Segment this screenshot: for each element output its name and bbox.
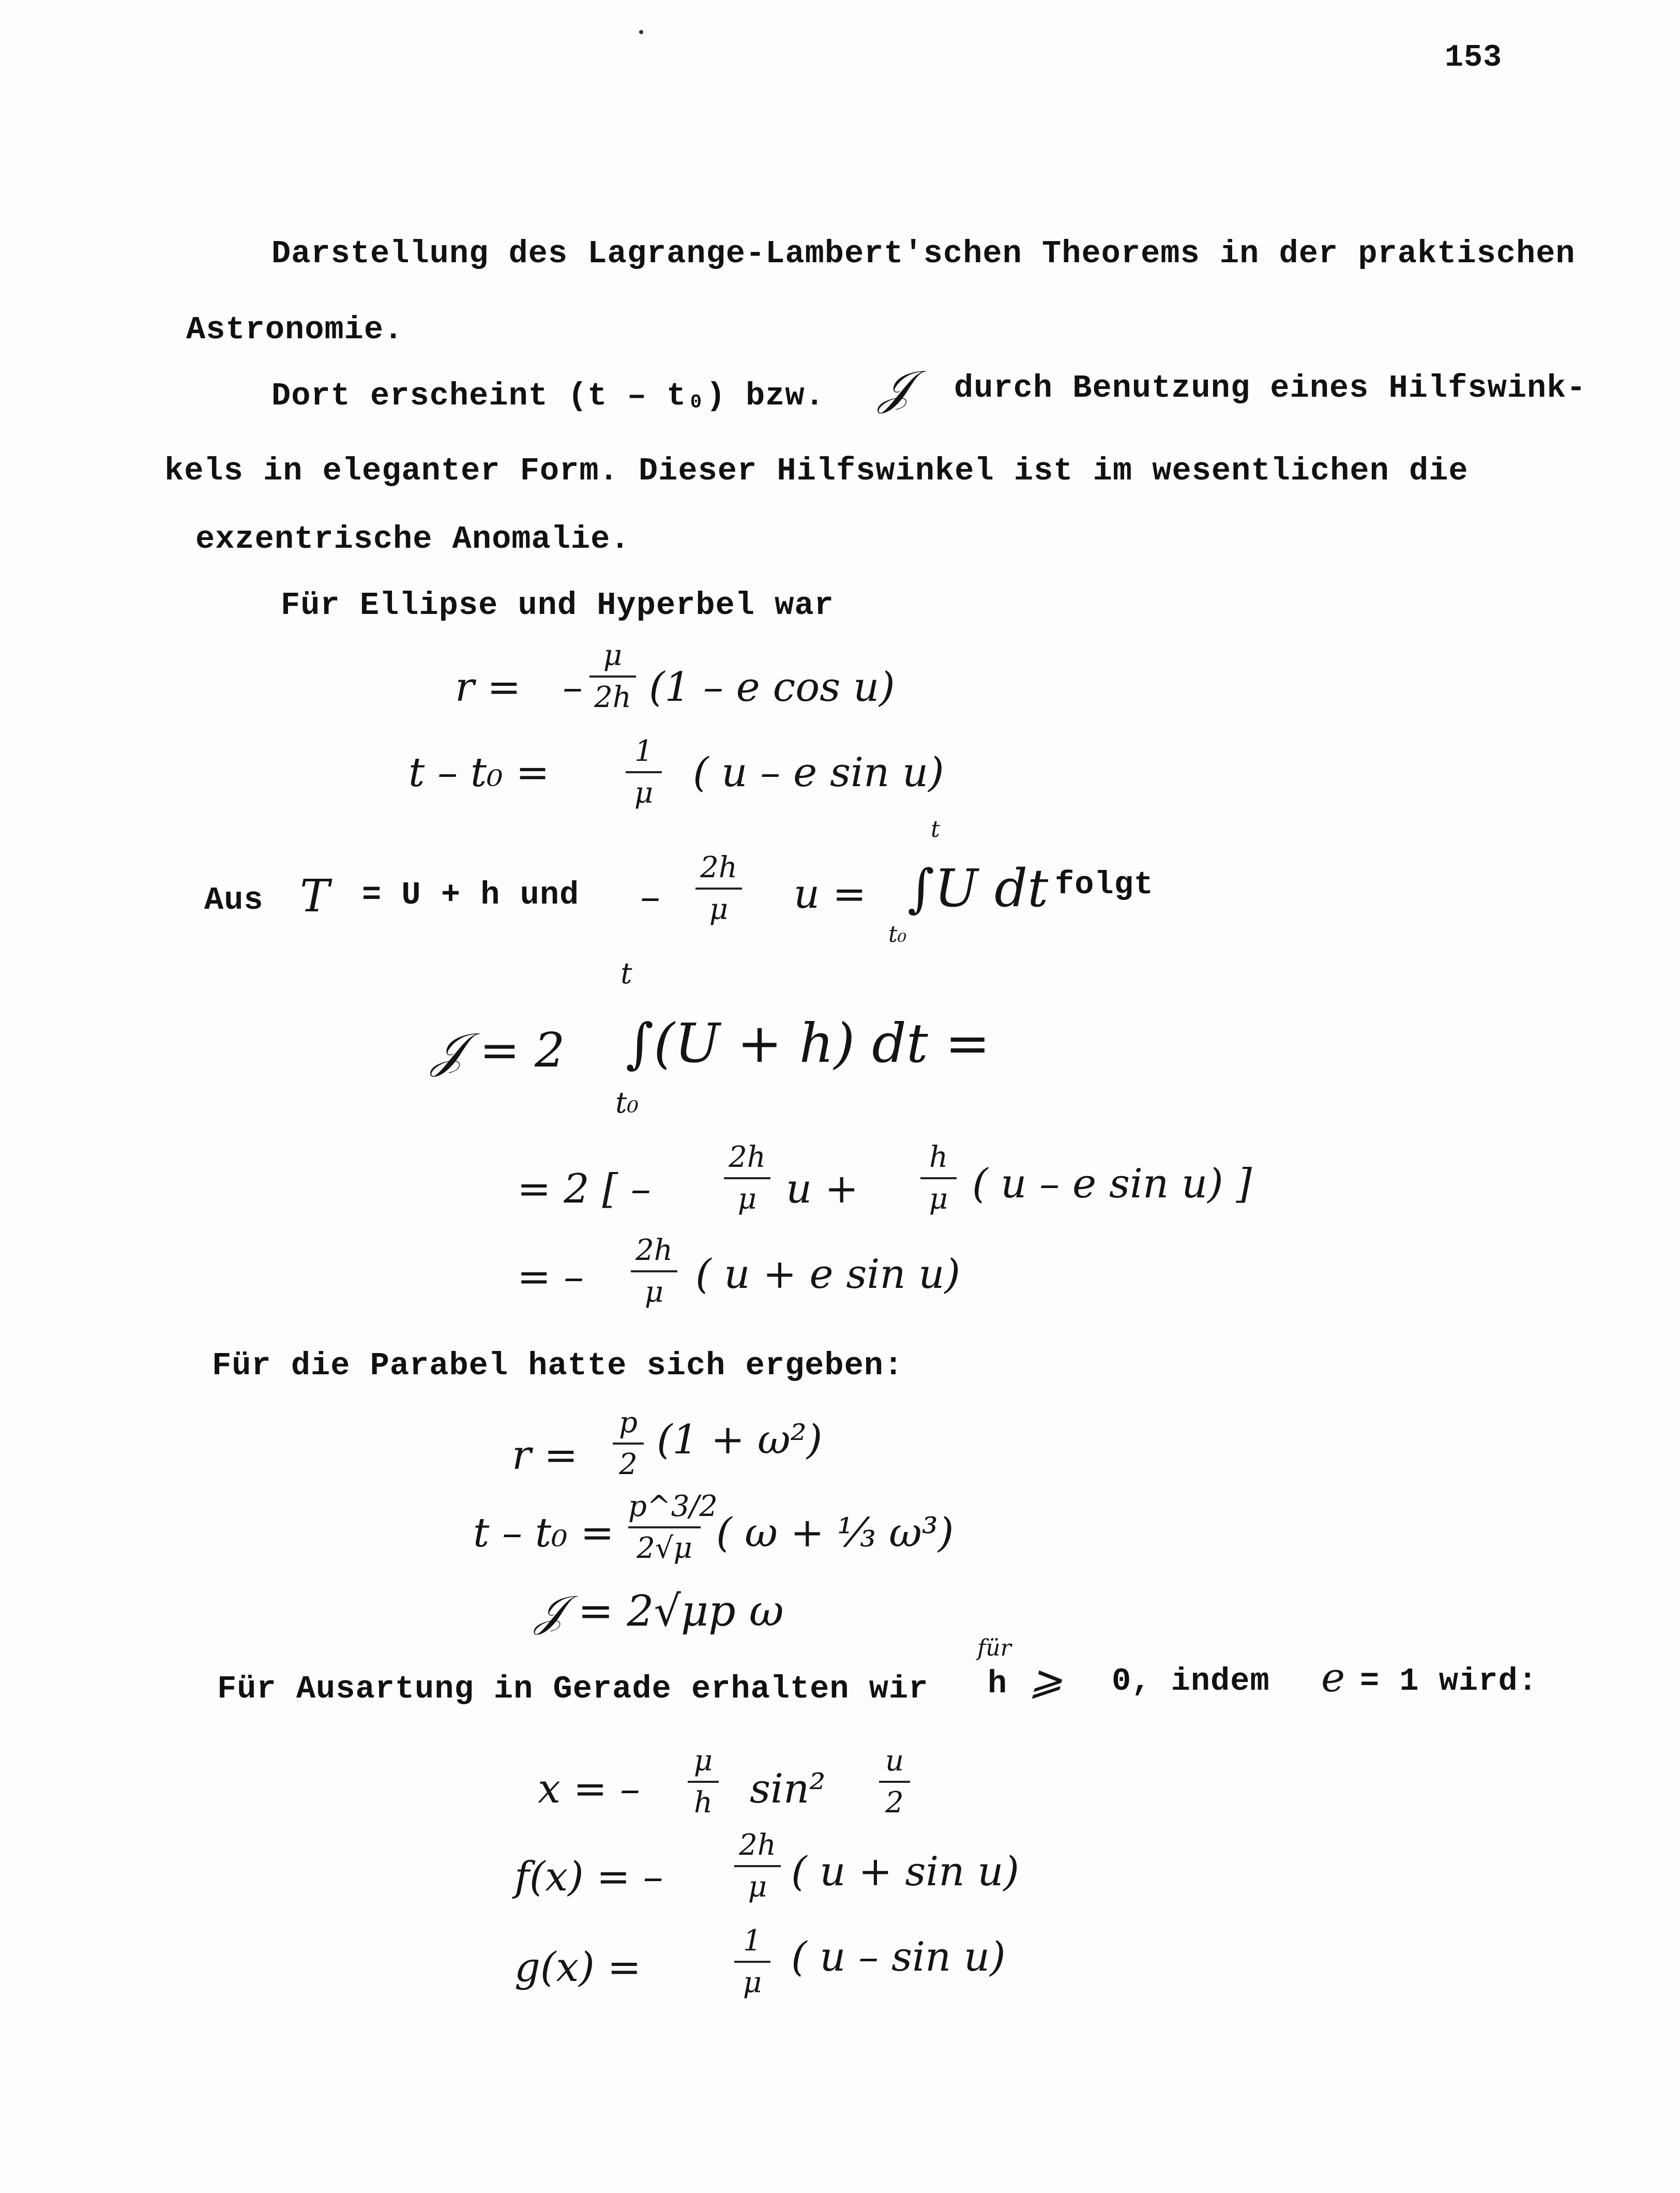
- numerator: 1: [634, 734, 653, 768]
- fraction-bar: [631, 1270, 677, 1272]
- j-integral-upper: t: [620, 957, 632, 990]
- ausartung-fuer-insert: für: [977, 1635, 1011, 1661]
- fraction-u-over-2: [879, 1744, 910, 1820]
- ausartung-h: h: [988, 1665, 1008, 1702]
- fraction-2h-over-mu-d: [734, 1828, 781, 1904]
- fraction-mu-over-h: [688, 1744, 719, 1820]
- f-lhs: f(x) = –: [514, 1854, 663, 1900]
- fraction-bar: [920, 1177, 957, 1179]
- denominator: h: [693, 1786, 713, 1820]
- fraction-h-over-mu: [920, 1140, 957, 1216]
- fraction-2h-over-mu: [695, 851, 742, 926]
- numerator: p: [619, 1406, 638, 1439]
- aus-word: Aus: [204, 882, 264, 919]
- g-rhs: ( u – sin u): [791, 1934, 1006, 1980]
- eq-t-lhs: t – t₀ =: [408, 749, 550, 796]
- aus-u: u =: [794, 871, 867, 918]
- fraction-mu-over-2h: [589, 639, 636, 714]
- aus-minus: –: [640, 874, 660, 920]
- eq-r-rhs: (1 – e cos u): [649, 664, 895, 711]
- scan-speck: [639, 30, 643, 34]
- ausartung-text-start: Für Ausartung in Gerade erhalten wir: [217, 1671, 929, 1707]
- fraction-2h-over-mu-c: [631, 1234, 677, 1309]
- denominator: μ: [743, 1966, 762, 2000]
- fraction-bar: [589, 675, 636, 678]
- j-lhs: 𝒥 = 2: [432, 1023, 565, 1078]
- fraction-bar: [628, 1526, 701, 1528]
- fraction-bar: [688, 1781, 719, 1783]
- denominator: μ: [737, 1182, 757, 1216]
- fraction-1-over-mu-b: [734, 1924, 770, 2000]
- paragraph1-line1: Darstellung des Lagrange-Lambert'schen Theorems in der praktischen: [271, 235, 1576, 272]
- ausartung-geq-symbol: ⩾: [1029, 1657, 1063, 1704]
- numerator: 2h: [729, 1140, 766, 1174]
- fraction-bar: [734, 1961, 770, 1963]
- denominator: μ: [634, 776, 654, 810]
- fraction-p-over-2: [613, 1406, 644, 1481]
- ellipse-heading: Für Ellipse und Hyperbel war: [281, 587, 834, 624]
- j-integral: ∫(U + h) dt =: [626, 1012, 990, 1075]
- fraction-2h-over-mu-b: [724, 1140, 770, 1216]
- ausartung-e: e: [1321, 1655, 1345, 1701]
- denominator: μ: [644, 1275, 664, 1309]
- numerator: 1: [743, 1924, 762, 1958]
- aus-integral-upper: t: [931, 816, 940, 843]
- numerator: 2h: [739, 1828, 776, 1862]
- x-lhs: x = –: [538, 1766, 640, 1812]
- par-t-rhs: ( ω + ⅓ ω³): [716, 1510, 954, 1556]
- numerator: μ: [603, 639, 623, 672]
- eq-r-lhs: r =: [455, 664, 521, 711]
- g-lhs: g(x) =: [514, 1944, 641, 1991]
- paragraph2-line2: kels in eleganter Form. Dieser Hilfswinkel ist im wesentlichen die: [164, 453, 1469, 489]
- j-line2-mid: u +: [786, 1166, 859, 1212]
- fraction-bar: [724, 1177, 770, 1179]
- numerator: p^3/2: [628, 1490, 718, 1523]
- denominator: 2: [885, 1786, 904, 1820]
- denominator: μ: [929, 1182, 948, 1216]
- par-t-lhs: t – t₀ =: [473, 1510, 614, 1556]
- fraction-bar: [695, 888, 742, 890]
- paragraph1-line2: Astronomie.: [186, 311, 404, 348]
- denominator: 2√μ: [637, 1531, 692, 1565]
- fraction-bar: [626, 771, 662, 773]
- denominator: μ: [709, 893, 729, 926]
- par-j: 𝒥 = 2√μp ω: [535, 1587, 784, 1636]
- denominator: 2: [619, 1448, 638, 1481]
- page-number: 153: [1445, 40, 1503, 76]
- aus-mid: = U + h und: [362, 877, 580, 913]
- j-line2-start: = 2 [ –: [517, 1166, 651, 1212]
- denominator: μ: [748, 1870, 767, 1904]
- numerator: h: [929, 1140, 948, 1174]
- numerator: 2h: [700, 851, 737, 884]
- aus-T-symbol: T: [300, 870, 330, 922]
- ausartung-text-mid: 0, indem: [1112, 1663, 1270, 1700]
- numerator: 2h: [635, 1234, 673, 1267]
- aus-folgt: folgt: [1055, 866, 1154, 903]
- par-r-rhs: (1 + ω²): [657, 1417, 823, 1463]
- parabel-heading: Für die Parabel hatte sich ergeben:: [212, 1347, 904, 1384]
- fraction-1-over-mu: [626, 734, 662, 810]
- f-rhs: ( u + sin u): [791, 1849, 1020, 1895]
- paragraph2-line1-start: Dort erscheint (t – t₀) bzw.: [271, 378, 825, 414]
- handwritten-J-symbol: 𝒥: [879, 361, 912, 415]
- j-integral-lower: t₀: [615, 1086, 639, 1120]
- j-line2-end: ( u – e sin u) ]: [972, 1161, 1252, 1207]
- fraction-p32-over-2sqrtmu: [628, 1490, 718, 1565]
- j-line3-end: ( u + e sin u): [695, 1251, 961, 1298]
- eq-t-rhs: ( u – e sin u): [693, 749, 944, 796]
- denominator: 2h: [594, 681, 631, 714]
- fraction-bar: [879, 1781, 910, 1783]
- eq-r-minus: –: [563, 664, 583, 711]
- aus-integral: ∫U dt: [907, 858, 1049, 919]
- paragraph2-line3: exzentrische Anomalie.: [195, 521, 630, 558]
- paragraph2-line1-end: durch Benutzung eines Hilfswink-: [954, 370, 1586, 407]
- j-line3-start: = –: [517, 1254, 584, 1300]
- fraction-bar: [613, 1443, 644, 1445]
- ausartung-text-end: = 1 wird:: [1360, 1663, 1538, 1700]
- numerator: μ: [693, 1744, 713, 1778]
- aus-integral-lower: t₀: [888, 921, 907, 948]
- numerator: u: [885, 1744, 904, 1778]
- fraction-bar: [734, 1865, 781, 1867]
- par-r-lhs: r =: [512, 1432, 578, 1479]
- x-rhs: sin²: [750, 1766, 826, 1812]
